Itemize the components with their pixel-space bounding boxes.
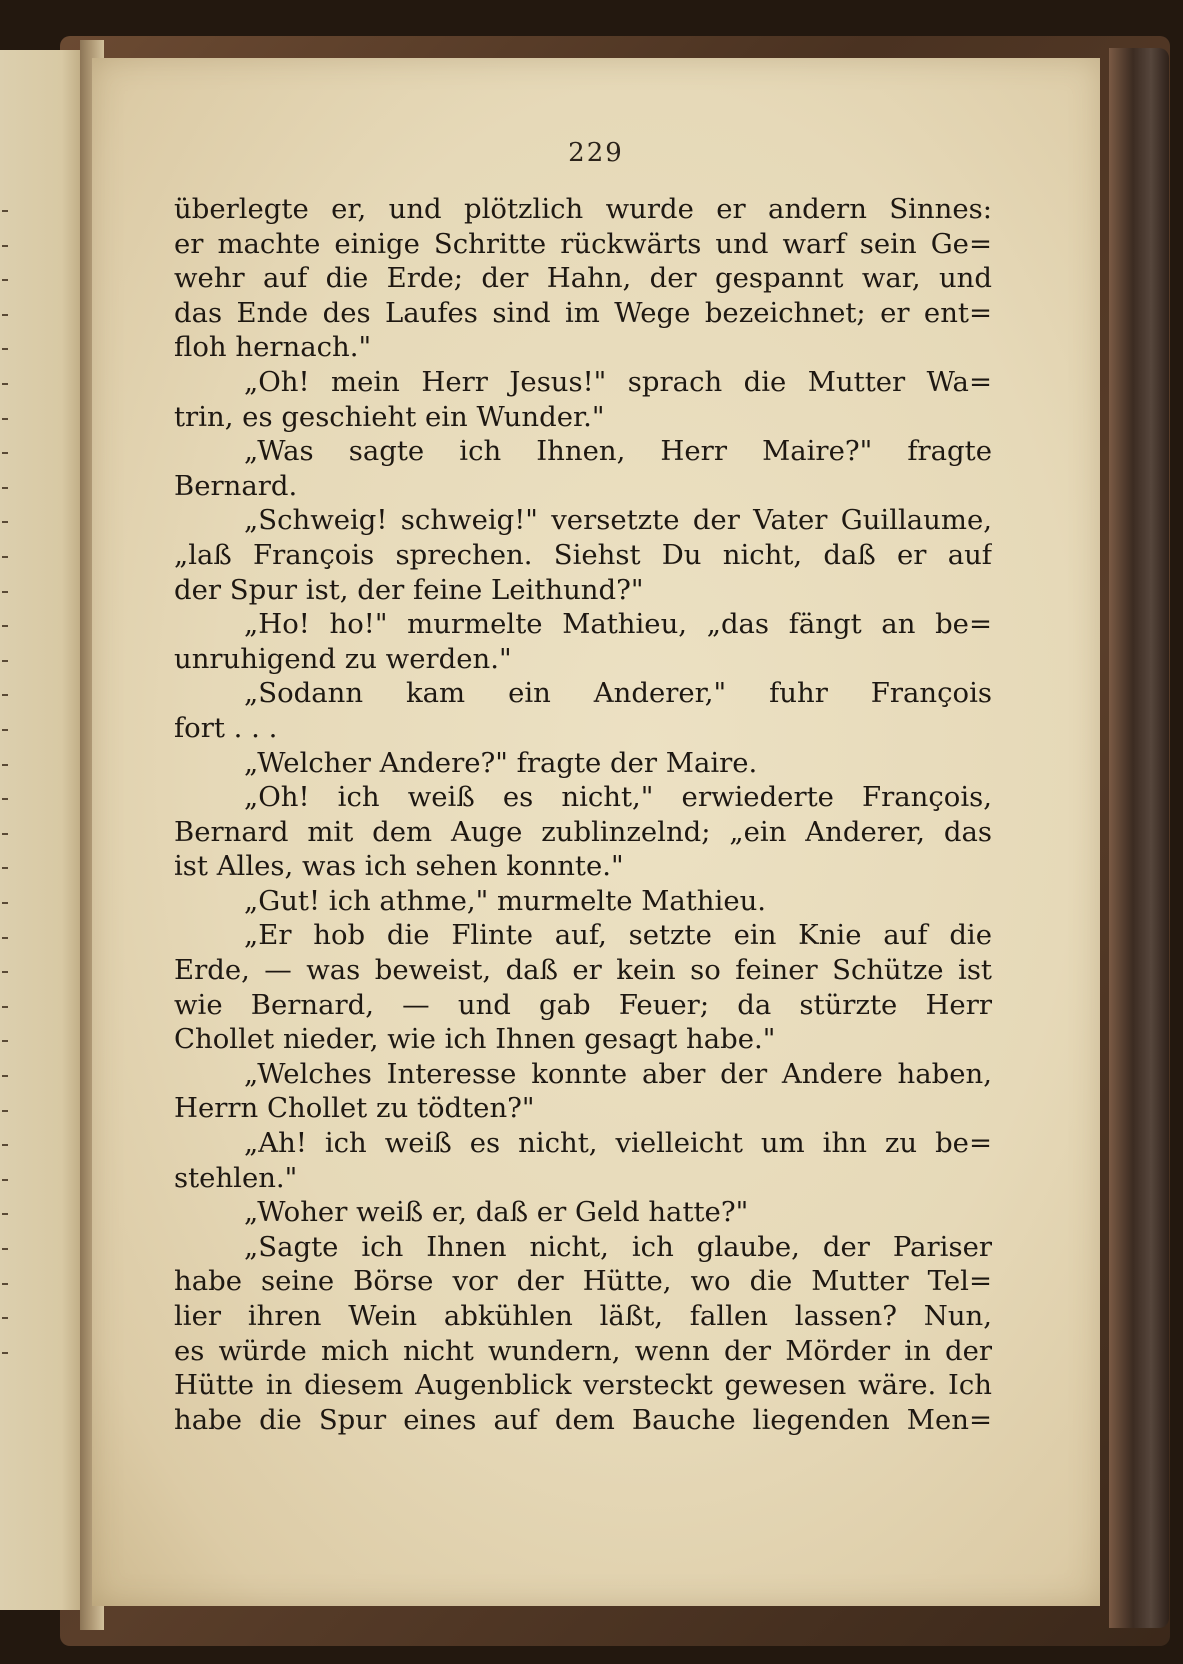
text-line: „Sodann kam ein Anderer," fuhr François (244, 677, 992, 710)
text-line: Bernard mit dem Auge zublinzelnd; „ein Anderer, das (174, 815, 992, 848)
margin-mark (2, 1248, 8, 1250)
margin-mark (2, 314, 8, 316)
margin-mark (2, 971, 8, 973)
text-line: Erde, — was beweist, daß er kein so feiner Schütze ist (174, 954, 992, 987)
text-line: „Was sagte ich Ihnen, Herr Maire?" fragte (244, 435, 992, 468)
margin-mark (2, 1006, 8, 1008)
text-line: wie Bernard, — und gab Feuer; da stürzte Herr (174, 988, 992, 1021)
text-line: Bernard. (174, 469, 298, 502)
margin-mark (2, 210, 8, 212)
margin-mark (2, 348, 8, 350)
margin-mark (2, 764, 8, 766)
text-line: er machte einige Schritte rückwärts und warf sein Ge= (174, 227, 992, 260)
text-line: trin, es geschieht ein Wunder." (174, 400, 605, 433)
text-line: „Welches Interesse konnte aber der Andere haben, (244, 1057, 992, 1090)
text-line: „Oh! ich weiß es nicht," erwiederte François, (244, 781, 992, 814)
margin-mark (2, 902, 8, 904)
page-text (174, 192, 992, 1437)
text-line: es würde mich nicht wundern, wenn der Mörder in der (174, 1334, 992, 1367)
margin-mark (2, 487, 8, 489)
text-line: „Oh! mein Herr Jesus!" sprach die Mutter Wa= (244, 365, 992, 398)
margin-mark (2, 1213, 8, 1215)
text-line: „Sagte ich Ihnen nicht, ich glaube, der Pariser (244, 1230, 992, 1263)
margin-mark (2, 1317, 8, 1319)
text-line: lier ihren Wein abkühlen läßt, fallen lassen? Nun, (174, 1300, 992, 1332)
margin-mark (2, 1179, 8, 1181)
margin-mark (2, 1110, 8, 1112)
margin-mark (2, 418, 8, 420)
margin-mark (2, 694, 8, 696)
margin-mark (2, 660, 8, 662)
text-line: stehlen." (174, 1161, 298, 1194)
text-line: fort . . . (174, 711, 278, 744)
margin-mark (2, 833, 8, 835)
margin-mark (2, 1075, 8, 1077)
text-line: habe die Spur eines auf dem Bauche liegenden Men= (174, 1403, 992, 1436)
text-line: „Er hob die Flinte auf, setzte ein Knie auf die (244, 919, 992, 952)
text-line: Hütte in diesem Augenblick versteckt gewesen wäre. Ich (174, 1369, 992, 1402)
text-line: habe seine Börse vor der Hütte, wo die Mutter Tel= (174, 1265, 992, 1298)
page-number: 229 (568, 138, 624, 168)
margin-mark (2, 1040, 8, 1042)
margin-mark (2, 625, 8, 627)
text-line: unruhigend zu werden." (174, 642, 512, 675)
left-facing-page (0, 50, 88, 1610)
margin-mark (2, 1283, 8, 1285)
text-line: Herrn Chollet zu tödten?" (174, 1092, 535, 1125)
margin-mark (2, 383, 8, 385)
margin-mark (2, 867, 8, 869)
text-line: Chollet nieder, wie ich Ihnen gesagt habe." (174, 1023, 776, 1056)
text-line: floh hernach." (174, 331, 372, 364)
text-line: „laß François sprechen. Siehst Du nicht, daß er auf (174, 538, 992, 571)
margin-mark (2, 591, 8, 593)
margin-mark (2, 245, 8, 247)
text-line: überlegte er, und plötzlich wurde er andern Sinnes: (174, 193, 992, 225)
margin-mark (2, 521, 8, 523)
margin-mark (2, 729, 8, 731)
margin-mark (2, 1144, 8, 1146)
text-line: „Schweig! schweig!" versetzte der Vater Guillaume, (244, 504, 992, 537)
text-line: „Woher weiß er, daß er Geld hatte?" (244, 1196, 749, 1229)
text-line: „Ho! ho!" murmelte Mathieu, „das fängt an be= (244, 608, 992, 641)
text-line: „Gut! ich athme," murmelte Mathieu. (244, 884, 767, 917)
book-page (92, 58, 1100, 1606)
text-line: ist Alles, was ich sehen konnte." (174, 850, 624, 883)
margin-mark (2, 1352, 8, 1354)
text-line: das Ende des Laufes sind im Wege bezeichnet; er ent= (174, 296, 992, 329)
book-cover-edge (1109, 48, 1169, 1628)
margin-mark (2, 798, 8, 800)
margin-mark (2, 279, 8, 281)
text-line: der Spur ist, der feine Leithund?" (174, 573, 644, 606)
margin-mark (2, 556, 8, 558)
text-line: wehr auf die Erde; der Hahn, der gespannt war, und (174, 262, 992, 295)
margin-mark (2, 452, 8, 454)
margin-mark (2, 937, 8, 939)
text-line: „Welcher Andere?" fragte der Maire. (244, 746, 758, 779)
text-line: „Ah! ich weiß es nicht, vielleicht um ihn zu be= (244, 1127, 992, 1160)
